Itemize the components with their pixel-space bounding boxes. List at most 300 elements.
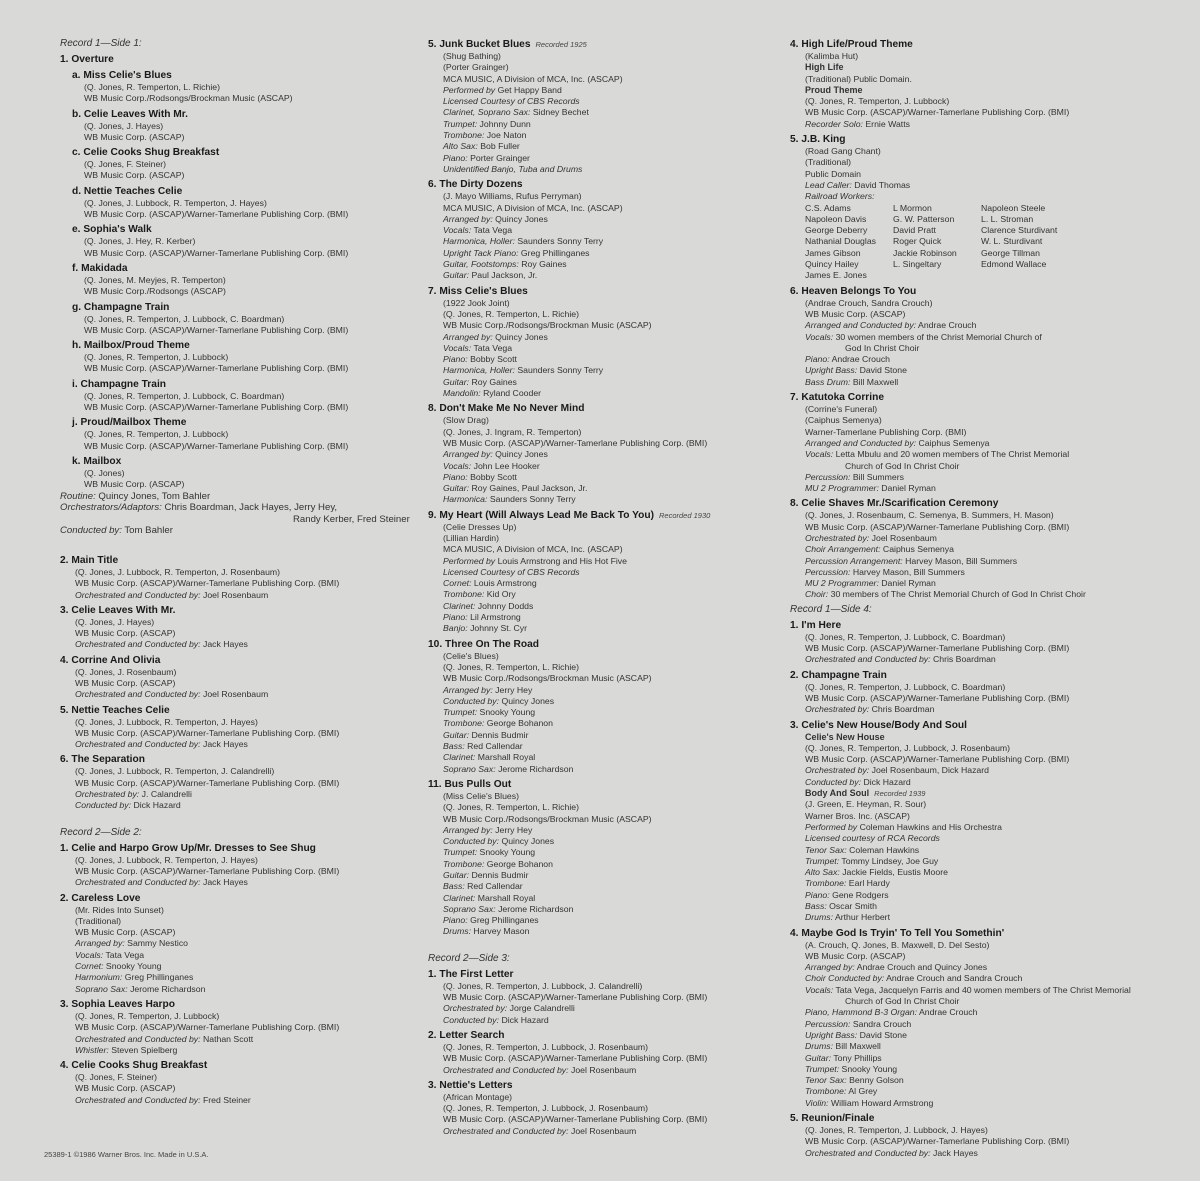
track-title (60, 753, 400, 766)
credit-role: Harmonica, Holler: (443, 236, 515, 247)
credit-line (443, 601, 778, 612)
credit-line (443, 332, 778, 343)
credit-name: Coleman Hawkins and His Orchestra (859, 821, 1003, 832)
credit-name: Saunders Sonny Terry (489, 494, 576, 505)
credit-line (443, 589, 778, 600)
track-credits (790, 682, 1160, 716)
track-number: 6. (60, 754, 69, 766)
credit-name: Chris Boardman (871, 704, 935, 715)
credit-name: David Stone (859, 1029, 907, 1040)
credit-role: Conducted by: (805, 776, 862, 787)
credit-role: Orchestrated by: (805, 704, 870, 715)
credit-line (443, 153, 778, 164)
track (790, 497, 1160, 600)
credit-name: Steven Spielberg (111, 1044, 178, 1055)
credit-role: Trumpet: (443, 707, 478, 718)
credit-role: Orchestrated by: (443, 1003, 508, 1014)
credit-role: Performed by (805, 821, 858, 832)
track-credits (60, 855, 400, 889)
sub-track (60, 455, 400, 491)
track (428, 1079, 778, 1137)
credit-role: Guitar, Footstomps: (443, 259, 519, 270)
credit-name: Tata Vega, Jacquelyn Farris and 40 women members of The Christ Memorial (835, 984, 1131, 995)
credit-name: Nathan Scott (202, 1033, 254, 1044)
credit-line: (Q. Jones, R. Temperton, J. Lubbock, J. Rosenbaum) (805, 742, 1011, 753)
credit-name: J. Calandrelli (141, 789, 192, 800)
credit-role: Percussion: (805, 471, 851, 482)
credit-line: WB Music Corp./Rodsongs/Brockman Music (ASCAP) (443, 673, 652, 684)
credit-line: WB Music Corp. (ASCAP)/Warner-Tamerlane Publishing Corp. (BMI) (443, 1114, 708, 1125)
track (428, 638, 778, 775)
credit-line (75, 1034, 400, 1045)
credit-name: Greg Phillinganes (124, 972, 194, 983)
credit-name: Quincy Jones (495, 331, 548, 342)
credit-line (805, 822, 1160, 833)
credit-role: Orchestrated and Conducted by: (75, 1033, 201, 1044)
track-name: Celie Leaves With Mr. (71, 604, 176, 616)
credit-line: (Traditional) Public Domain. (805, 73, 912, 84)
credit-continuation: Church of God In Christ Choir (845, 460, 960, 471)
credit-role: Cornet: (75, 961, 104, 972)
credit-line (443, 556, 778, 567)
credit-line (805, 878, 1160, 889)
credit-name: Joel Rosenbaum (570, 1064, 637, 1075)
credit-line (805, 765, 1160, 776)
credit-name: Joel Rosenbaum, Dick Hazard (871, 765, 989, 776)
track-title (60, 998, 400, 1011)
credit-name: Harvey Mason, Bill Summers (852, 566, 965, 577)
credit-line: WB Music Corp. (ASCAP) (75, 628, 176, 639)
track-number: e. (72, 224, 81, 236)
credit-line: WB Music Corp./Rodsongs/Brockman Music (ASCAP) (84, 93, 293, 104)
track-number: 8. (428, 403, 437, 415)
credit-role: Bass Drum: (805, 376, 851, 387)
credit-line (805, 377, 1160, 388)
credit-line (443, 612, 778, 623)
credit-name: Paul Jackson, Jr. (471, 270, 538, 281)
worker-name: Jackie Robinson (893, 247, 957, 258)
track-title (60, 654, 400, 667)
credit-name: Tom Bahler (124, 525, 173, 537)
track-title (60, 185, 400, 198)
credit-role: Conducted by: (75, 800, 132, 811)
track-name: Corrine And Olivia (71, 654, 161, 666)
track-title (790, 391, 1160, 404)
railroad-workers-list (805, 203, 1160, 282)
credit-name: Bobby Scott (470, 354, 517, 365)
credit-line (443, 718, 778, 729)
credit-name: Johnny Dunn (479, 118, 531, 129)
credit-line: (Q. Jones, R. Temperton, L. Richie) (84, 82, 220, 92)
credit-line: (Miss Celie's Blues) (443, 790, 519, 801)
credit-line (443, 461, 778, 472)
track (428, 1029, 778, 1076)
credit-name: Quincy Jones (501, 695, 555, 706)
credit-role: Harmonica, Holler: (443, 365, 515, 376)
credit-line: (Mr. Rides Into Sunset) (75, 904, 164, 915)
credit-name: Al Grey (848, 1086, 878, 1097)
track-credits (60, 617, 400, 651)
track (428, 402, 778, 505)
credit-line (805, 833, 1160, 844)
credit-role: Lead Caller: (805, 179, 852, 190)
credit-line (443, 164, 778, 175)
credit-line: (Q. Jones, J. Rosenbaum) (75, 666, 177, 677)
credit-line: (Slow Drag) (443, 415, 489, 426)
worker-name: Napoleon Davis (805, 213, 867, 224)
credit-line: (Lillian Hardin) (443, 532, 500, 543)
credit-line (805, 901, 1160, 912)
credit-name: Quincy Jones (495, 449, 548, 460)
track-number: d. (72, 185, 82, 197)
credit-line (443, 825, 778, 836)
credit-name: Arthur Herbert (834, 912, 890, 923)
credit-line: (Q. Jones, R. Temperton, L. Richie) (443, 661, 579, 672)
sub-track (60, 146, 400, 182)
credit-line (805, 354, 1160, 365)
credit-line: WB Music Corp. (ASCAP) (84, 170, 185, 181)
track-credits (428, 191, 778, 281)
track-name: Sophia Leaves Harpo (71, 998, 175, 1010)
credit-name: Joel Rosenbaum (871, 532, 937, 543)
credit-role: Piano, Hammond B-3 Organ: (805, 1007, 918, 1018)
sub-track (60, 69, 400, 105)
credit-role: Guitar: (443, 270, 470, 281)
credit-role: Alto Sax: (443, 141, 478, 152)
credit-name: Earl Hardy (848, 878, 890, 889)
track-name: Overture (71, 54, 114, 65)
credit-role: Harmonium: (75, 972, 123, 983)
credit-name: Coleman Hawkins (849, 844, 920, 855)
credit-role: Guitar: (443, 870, 470, 880)
track-title (60, 262, 400, 275)
track-title (428, 1079, 778, 1092)
credit-role: Clarinet: (443, 600, 476, 611)
credit-name: 30 members of The Christ Memorial Church of God In Christ Choir (830, 589, 1086, 600)
track-title (428, 509, 778, 522)
track-credits (790, 146, 1160, 282)
credit-role: Upright Bass: (805, 1029, 858, 1040)
track (60, 604, 400, 651)
worker-name: C.S. Adams (805, 202, 851, 213)
credit-line (443, 236, 778, 247)
credit-line (805, 777, 1160, 788)
credit-role: Trumpet: (805, 1063, 840, 1074)
credit-name: Andrae Crouch (918, 1007, 978, 1018)
track-credits (60, 275, 400, 298)
credit-role: Drums: (805, 1041, 833, 1052)
track (60, 892, 400, 995)
credit-line: (1922 Jook Joint) (443, 297, 510, 308)
credit-line: WB Music Corp. (ASCAP)/Warner-Tamerlane Publishing Corp. (BMI) (84, 247, 349, 258)
credit-role: Piano: (805, 889, 830, 900)
worker-name: Quincy Hailey (805, 259, 859, 270)
credit-name: Dennis Budmir (471, 870, 529, 880)
track-name: The Dirty Dozens (439, 179, 523, 191)
credit-role: Trombone: (443, 858, 485, 869)
credit-name: Roy Gaines, Paul Jackson, Jr. (471, 483, 588, 494)
credit-role: Orchestrated and Conducted by: (805, 1147, 931, 1158)
track (60, 554, 400, 601)
credit-role: Unidentified Banjo, Tuba and Drums (443, 163, 583, 174)
section-heading: Record 1—Side 4: (790, 603, 872, 615)
track-name: Celie Leaves With Mr. (83, 108, 188, 120)
section-heading: Record 2—Side 3: (428, 952, 510, 964)
track-title (790, 285, 1160, 298)
credit-line (805, 119, 1160, 130)
credit-role: Vocals: (805, 984, 834, 995)
credit-line: (Shug Bathing) (443, 51, 501, 61)
track-number: 11. (428, 778, 442, 790)
track-number: 4. (60, 1060, 69, 1072)
track (428, 509, 778, 635)
credit-line: (Q. Jones, R. Temperton, L. Richie) (443, 308, 579, 319)
credit-line (75, 1045, 400, 1056)
track-name: I'm Here (801, 619, 842, 631)
credit-name: Daniel Ryman (881, 578, 936, 589)
recording-note: Recorded 1925 (535, 40, 587, 49)
credit-role: Alto Sax: (805, 867, 840, 878)
credit-name: Greg Phillinganes (520, 247, 590, 258)
credit-line (805, 533, 1160, 544)
credit-role: Arranged and Conducted by: (805, 320, 917, 331)
credit-line (443, 365, 778, 376)
credit-line (805, 1086, 1160, 1097)
track-number: h. (72, 340, 82, 352)
track (790, 1112, 1160, 1159)
credit-name: Tata Vega (473, 342, 513, 353)
credit-line (443, 578, 778, 589)
credit-line (805, 1053, 1160, 1064)
credit-name: Ryland Cooder (483, 388, 542, 399)
credit-line (443, 270, 778, 281)
credit-role: Clarinet: (443, 752, 476, 763)
credit-role: Orchestrated and Conducted by: (75, 1094, 201, 1105)
track-credits (60, 717, 400, 751)
credit-name: Greg Phillinganes (470, 915, 539, 926)
credit-role: Trombone: (443, 718, 485, 729)
track-title (60, 53, 400, 66)
track-number: 5. (428, 39, 437, 50)
credit-line: WB Music Corp. (ASCAP)/Warner-Tamerlane Publishing Corp. (BMI) (75, 1022, 340, 1033)
subtitle-line (805, 788, 1160, 799)
credit-role: Soprano Sax: (443, 903, 496, 914)
subtitle: Body And Soul (805, 788, 870, 799)
credit-line (443, 730, 778, 741)
credit-line: WB Music Corp. (ASCAP)/Warner-Tamerlane Publishing Corp. (BMI) (443, 1053, 708, 1064)
track-name: The First Letter (439, 968, 514, 980)
credit-name: Chris Boardman, Jack Hayes, Jerry Hey, (164, 502, 338, 514)
credit-line (443, 904, 778, 915)
credit-role: Percussion Arrangement: (805, 555, 903, 566)
credit-line (443, 388, 778, 399)
track-name: Heaven Belongs To You (801, 285, 917, 297)
credit-line (443, 1003, 778, 1014)
credit-line (805, 472, 1160, 483)
credit-line: WB Music Corp./Rodsongs/Brockman Music (ASCAP) (443, 813, 652, 824)
credit-line: (Q. Jones, R. Temperton, J. Lubbock, C. Boardman) (805, 681, 1006, 692)
credit-line: (A. Crouch, Q. Jones, B. Maxwell, D. Del Sesto) (805, 939, 990, 950)
credit-continuation: God In Christ Choir (845, 342, 920, 353)
track-credits (790, 632, 1160, 666)
credit-name: 30 women members of the Christ Memorial Church of (835, 331, 1042, 342)
credit-name: Jerry Hey (495, 824, 533, 835)
credit-name: Joel Rosenbaum (570, 1125, 637, 1136)
credit-name: Roy Gaines (471, 376, 517, 387)
credit-name: David Thomas (854, 179, 911, 190)
credit-name: Louis Armstrong (473, 578, 537, 589)
credit-role: Orchestrated by: (805, 765, 870, 776)
credit-line: (Q. Jones, M. Meyjes, R. Temperton) (84, 274, 226, 285)
credit-role: Piano: (443, 152, 468, 163)
track-number: 2. (60, 554, 69, 566)
track-number: b. (72, 108, 82, 120)
worker-name: Clarence Sturdivant (981, 225, 1058, 236)
credit-line: (Caiphus Semenya) (805, 415, 882, 426)
credit-name: Tommy Lindsey, Joe Guy (841, 855, 939, 866)
track (428, 968, 778, 1026)
credit-name: Gene Rodgers (832, 889, 889, 900)
track-number: 8. (790, 498, 799, 510)
track-name: Celie and Harpo Grow Up/Mr. Dresses to See Shug (71, 842, 316, 854)
credit-role: Piano: (443, 354, 468, 365)
credit-name: Marshall Royal (477, 752, 536, 763)
credit-line: (Q. Jones, R. Temperton, J. Lubbock, C. Boardman) (84, 390, 285, 401)
credit-name: Jerome Richardson (130, 983, 206, 994)
track-name: Champagne Train (83, 301, 170, 313)
credit-name: Andrae Crouch and Quincy Jones (856, 962, 988, 973)
track-name: Main Title (71, 554, 119, 566)
track-name: Letter Search (439, 1029, 505, 1041)
credit-line: (Q. Jones, R. Temperton, J. Lubbock) (84, 429, 229, 440)
credit-line: (Traditional) (805, 157, 852, 168)
credit-line (805, 845, 1160, 856)
track-name: Junk Bucket Blues (439, 39, 531, 50)
track-number: 6. (428, 179, 437, 191)
track-name: Sophia's Walk (83, 224, 152, 236)
worker-name: Napoleon Steele (981, 202, 1046, 213)
credit-role: Clarinet: (443, 892, 476, 903)
track-name: Makidada (81, 262, 128, 274)
credit-role: Orchestrated and Conducted by: (75, 589, 201, 600)
copyright-footer: 25389-1 ©1986 Warner Bros. Inc. Made in U.S.A. (44, 1150, 209, 1159)
track-title (60, 704, 400, 717)
track-title (428, 178, 778, 191)
credit-role: Piano: (443, 915, 468, 926)
track-credits (428, 981, 778, 1026)
sub-track (60, 339, 400, 375)
track-number: f. (72, 262, 79, 274)
credit-line: WB Music Corp. (ASCAP)/Warner-Tamerlane Publishing Corp. (BMI) (443, 437, 708, 448)
credit-line (805, 867, 1160, 878)
credit-name: Bill Summers (852, 471, 904, 482)
track-credits (428, 298, 778, 400)
credit-role: Guitar: (443, 376, 470, 387)
credit-line: WB Music Corp. (ASCAP)/Warner-Tamerlane Publishing Corp. (BMI) (805, 107, 1070, 118)
credit-role: Routine: (60, 490, 96, 502)
track-number: g. (72, 301, 82, 313)
track-title (790, 927, 1160, 940)
track-number: 4. (790, 39, 799, 50)
credit-role: Drums: (805, 912, 833, 923)
credit-role: Guitar: (443, 483, 470, 494)
track-credits (60, 121, 400, 144)
subtitle: High Life (805, 62, 844, 73)
credit-name: George Bohanon (486, 718, 553, 729)
credit-line (75, 590, 400, 601)
credit-line: WB Music Corp./Rodsongs/Brockman Music (ASCAP) (443, 320, 652, 331)
credit-role: Vocals: (443, 460, 472, 471)
track-title (428, 638, 778, 651)
track-credits (60, 429, 400, 452)
credit-line (75, 800, 400, 811)
track-number: 7. (790, 392, 799, 404)
track-credits (428, 651, 778, 775)
credit-line: (Q. Jones, R. Temperton, J. Lubbock, J. Rosenbaum) (443, 1103, 649, 1114)
credit-name: Andrae Crouch and Sandra Crouch (886, 973, 1023, 984)
subtitle-line (805, 85, 1160, 96)
credit-line: (Q. Jones, R. Temperton, J. Lubbock, J. Rosenbaum) (443, 1041, 649, 1052)
credit-name: Red Callendar (467, 881, 523, 892)
track (60, 842, 400, 889)
credit-line: (Traditional) (75, 915, 122, 926)
credit-role: Arranged by: (805, 962, 855, 973)
track-credits (790, 940, 1160, 1109)
credit-name: Andrae Crouch (831, 354, 891, 365)
credit-name: Sammy Nestico (127, 938, 188, 949)
credit-line (60, 525, 400, 537)
credit-role: Arranged by: (443, 684, 493, 695)
credit-line (805, 1098, 1160, 1109)
track-credits (60, 198, 400, 221)
credit-line (443, 1065, 778, 1076)
track-title (428, 285, 778, 298)
credit-line (75, 950, 400, 961)
track-number: 6. (790, 285, 799, 297)
credit-line: (African Montage) (443, 1091, 513, 1102)
track-number: 5. (790, 134, 799, 146)
credit-role: Performed by (443, 555, 496, 566)
track-number: k. (72, 455, 81, 467)
credit-line: WB Music Corp. (ASCAP)/Warner-Tamerlane Publishing Corp. (BMI) (805, 1136, 1070, 1147)
credit-line: (Q. Jones, J. Hayes) (75, 616, 155, 627)
credit-line (805, 438, 1160, 449)
subtitle: Proud Theme (805, 84, 863, 95)
credit-role: Bass: (805, 901, 827, 911)
track-name: My Heart (Will Always Lead Me Back To You) (439, 509, 654, 521)
credit-role: Orchestrated and Conducted by: (75, 689, 201, 700)
credit-name: Tata Vega (473, 225, 513, 236)
credit-line: (Q. Jones, J. Rosenbaum, C. Semenya, B. Summers, H. Mason) (805, 510, 1054, 521)
credit-role: Percussion: (805, 1018, 851, 1029)
credit-name: Quincy Jones, Tom Bahler (98, 490, 211, 502)
credit-name: Snooky Young (841, 1063, 898, 1074)
credit-role: Conducted by: (443, 1014, 500, 1025)
track-number: 4. (60, 654, 69, 666)
track-number: 3. (790, 719, 799, 731)
credit-name: Red Callendar (467, 741, 523, 752)
credit-line (805, 589, 1160, 600)
track-number: 1. (428, 968, 437, 980)
track-title (428, 778, 778, 791)
credit-role: Orchestrated and Conducted by: (443, 1064, 569, 1075)
track (790, 669, 1160, 716)
credit-line (805, 973, 1160, 984)
track-title (60, 146, 400, 159)
credit-role: Arranged by: (443, 213, 493, 224)
track-credits (790, 732, 1160, 924)
track-name: Proud/Mailbox Theme (80, 417, 187, 429)
